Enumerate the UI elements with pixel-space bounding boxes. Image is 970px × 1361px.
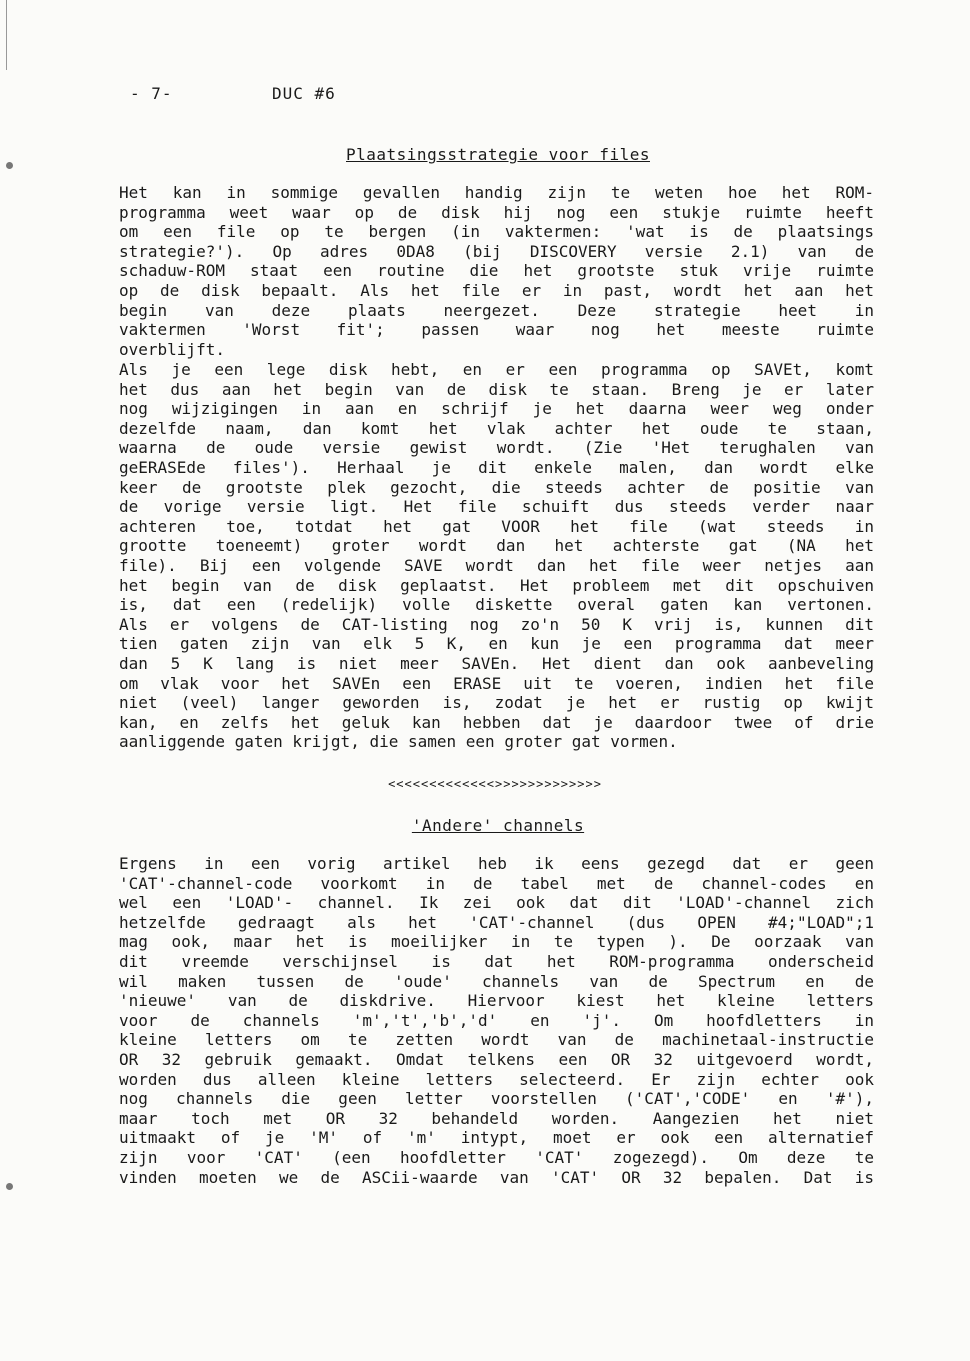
text-line: dan 5 K lang is niet meer SAVEn. Het dient dan ook aanbeveling — [119, 653, 874, 673]
text-line: nog wijzigingen in aan en schrijf je het daarna weer weg onder — [119, 399, 874, 419]
text-line: OR 32 gebruik gemaakt. Omdat telkens een OR 32 uitgevoerd wordt, — [119, 1049, 874, 1069]
paragraph — [119, 183, 874, 359]
text-line: maar toch met OR 32 behandeld worden. Aangezien het niet — [119, 1108, 874, 1128]
scan-edge-line — [6, 0, 7, 70]
text-line: achteren toe, totdat het gat VOOR het file (wat steeds in — [119, 516, 874, 536]
text-line: kleine letters om te zetten wordt van de machinetaal-instructie — [119, 1030, 874, 1050]
text-line: overblijft. — [119, 339, 225, 359]
text-line: programma weet waar op de disk hij nog een stukje ruimte heeft — [119, 202, 874, 222]
text-line: om vlak voor het SAVEn een ERASE uit te voeren, indien het file — [119, 673, 874, 693]
text-line: uitmaakt of je 'M' of 'm' intypt, moet er ook een alternatief — [119, 1128, 874, 1148]
text-line: het begin van de disk geplaatst. Het probleem met dit opschuiven — [119, 575, 874, 595]
text-line: niet (veel) langer geworden is, zodat je het er rustig op kwijt — [119, 693, 874, 713]
text-line: file). Bij een volgende SAVE wordt dan het file weer netjes aan — [119, 555, 874, 575]
text-line: dezelfde naam, dan komt het vlak achter het oude te staan, — [119, 418, 874, 438]
text-line: zijn voor 'CAT' (een hoofdletter 'CAT' zogezegd). Om deze te — [119, 1147, 874, 1167]
text-line: wel een 'LOAD'- channel. Ik zei ook dat dit 'LOAD'-channel zich — [119, 893, 874, 913]
text-line: aanliggende gaten krijgt, die samen een groter gat vormen. — [119, 732, 678, 752]
text-line: waarna de oude versie gewist wordt. (Zie 'Het terughalen van — [119, 438, 874, 458]
text-line: vaktermen 'Worst fit'; passen waar nog het meeste ruimte — [119, 320, 874, 340]
text-line: Ergens in een vorig artikel heb ik eens gezegd dat er geen — [119, 854, 874, 873]
text-line: Als je een lege disk hebt, en er een programma op SAVEt, komt — [119, 360, 874, 379]
text-line: worden dus alleen kleine letters selecteerd. Er zijn echter ook — [119, 1069, 874, 1089]
text-line: op de disk bepaalt. Als het file er in past, wordt het aan het — [119, 280, 874, 300]
section-title: 'Andere' channels — [411, 816, 585, 835]
text-line: is, dat een (redelijk) volle diskette overal gaten kan vertonen. — [119, 595, 874, 615]
text-line: voor de channels 'm','t','b','d' en 'j'. Om hoofdletters in — [119, 1010, 874, 1030]
text-line: grootte toeneemt) groter wordt dan het achterste gat (NA het — [119, 536, 874, 556]
section-title: Plaatsingsstrategie voor files — [346, 145, 650, 164]
text-line: 'nieuwe' van de diskdrive. Hiervoor kiest het kleine letters — [119, 991, 874, 1011]
section-separator: <<<<<<<<<<<<<>>>>>>>>>>>>> — [388, 777, 602, 791]
text-line: Het kan in sommige gevallen handig zijn te weten hoe het ROM- — [119, 183, 874, 202]
text-line: begin van deze plaats neergezet. Deze strategie heet in — [119, 300, 874, 320]
text-line: vinden moeten we de ASCii-waarde van 'CAT' OR 32 bepalen. Dat is — [119, 1167, 874, 1187]
text-line: de vorige versie ligt. Het file schuift dus steeds verder naar — [119, 497, 874, 517]
text-line: tien gaten zijn van elk 5 K, en kun je een programma dat meer — [119, 634, 874, 654]
text-line: 'CAT'-channel-code voorkomt in de tabel met de channel-codes en — [119, 873, 874, 893]
text-line: het dus aan het begin van de disk te staan. Breng je er later — [119, 379, 874, 399]
text-line: hetzelfde gedraagt als het 'CAT'-channel (dus OPEN #4;"LOAD";1 — [119, 912, 874, 932]
text-line: dit vreemde verschijnsel is dat het ROM-programma onderscheid — [119, 951, 874, 971]
text-line: strategie?'). Op adres 0DA8 (bij DISCOVERY versie 2.1) van de — [119, 241, 874, 261]
paragraph — [119, 854, 874, 1187]
text-line: wil maken tussen de 'oude' channels van de Spectrum en de — [119, 971, 874, 991]
punch-hole-mark — [6, 1183, 13, 1190]
page-number: - 7- — [130, 84, 173, 103]
text-line: om een file op te bergen (in vaktermen: 'wat is de plaatsings — [119, 222, 874, 242]
magazine-issue: DUC #6 — [272, 84, 336, 103]
paragraph — [119, 360, 874, 752]
text-line: geERASEde files'). Herhaal je dit enkele malen, dan wordt elke — [119, 457, 874, 477]
text-line: nog channels die geen letter voorstellen ('CAT','CODE' en '#'), — [119, 1089, 874, 1109]
text-line: kan, en zelfs het geluk kan hebben dat je daardoor twee of drie — [119, 712, 874, 732]
text-line: keer de grootste plek gezocht, die steeds achter de positie van — [119, 477, 874, 497]
text-line: schaduw-ROM staat een routine die het grootste stuk vrije ruimte — [119, 261, 874, 281]
text-line: mag ook, maar het is moeilijker in te typen ). De oorzaak van — [119, 932, 874, 952]
text-line: Als er volgens de CAT-listing nog zo'n 50 K vrij is, kunnen dit — [119, 614, 874, 634]
